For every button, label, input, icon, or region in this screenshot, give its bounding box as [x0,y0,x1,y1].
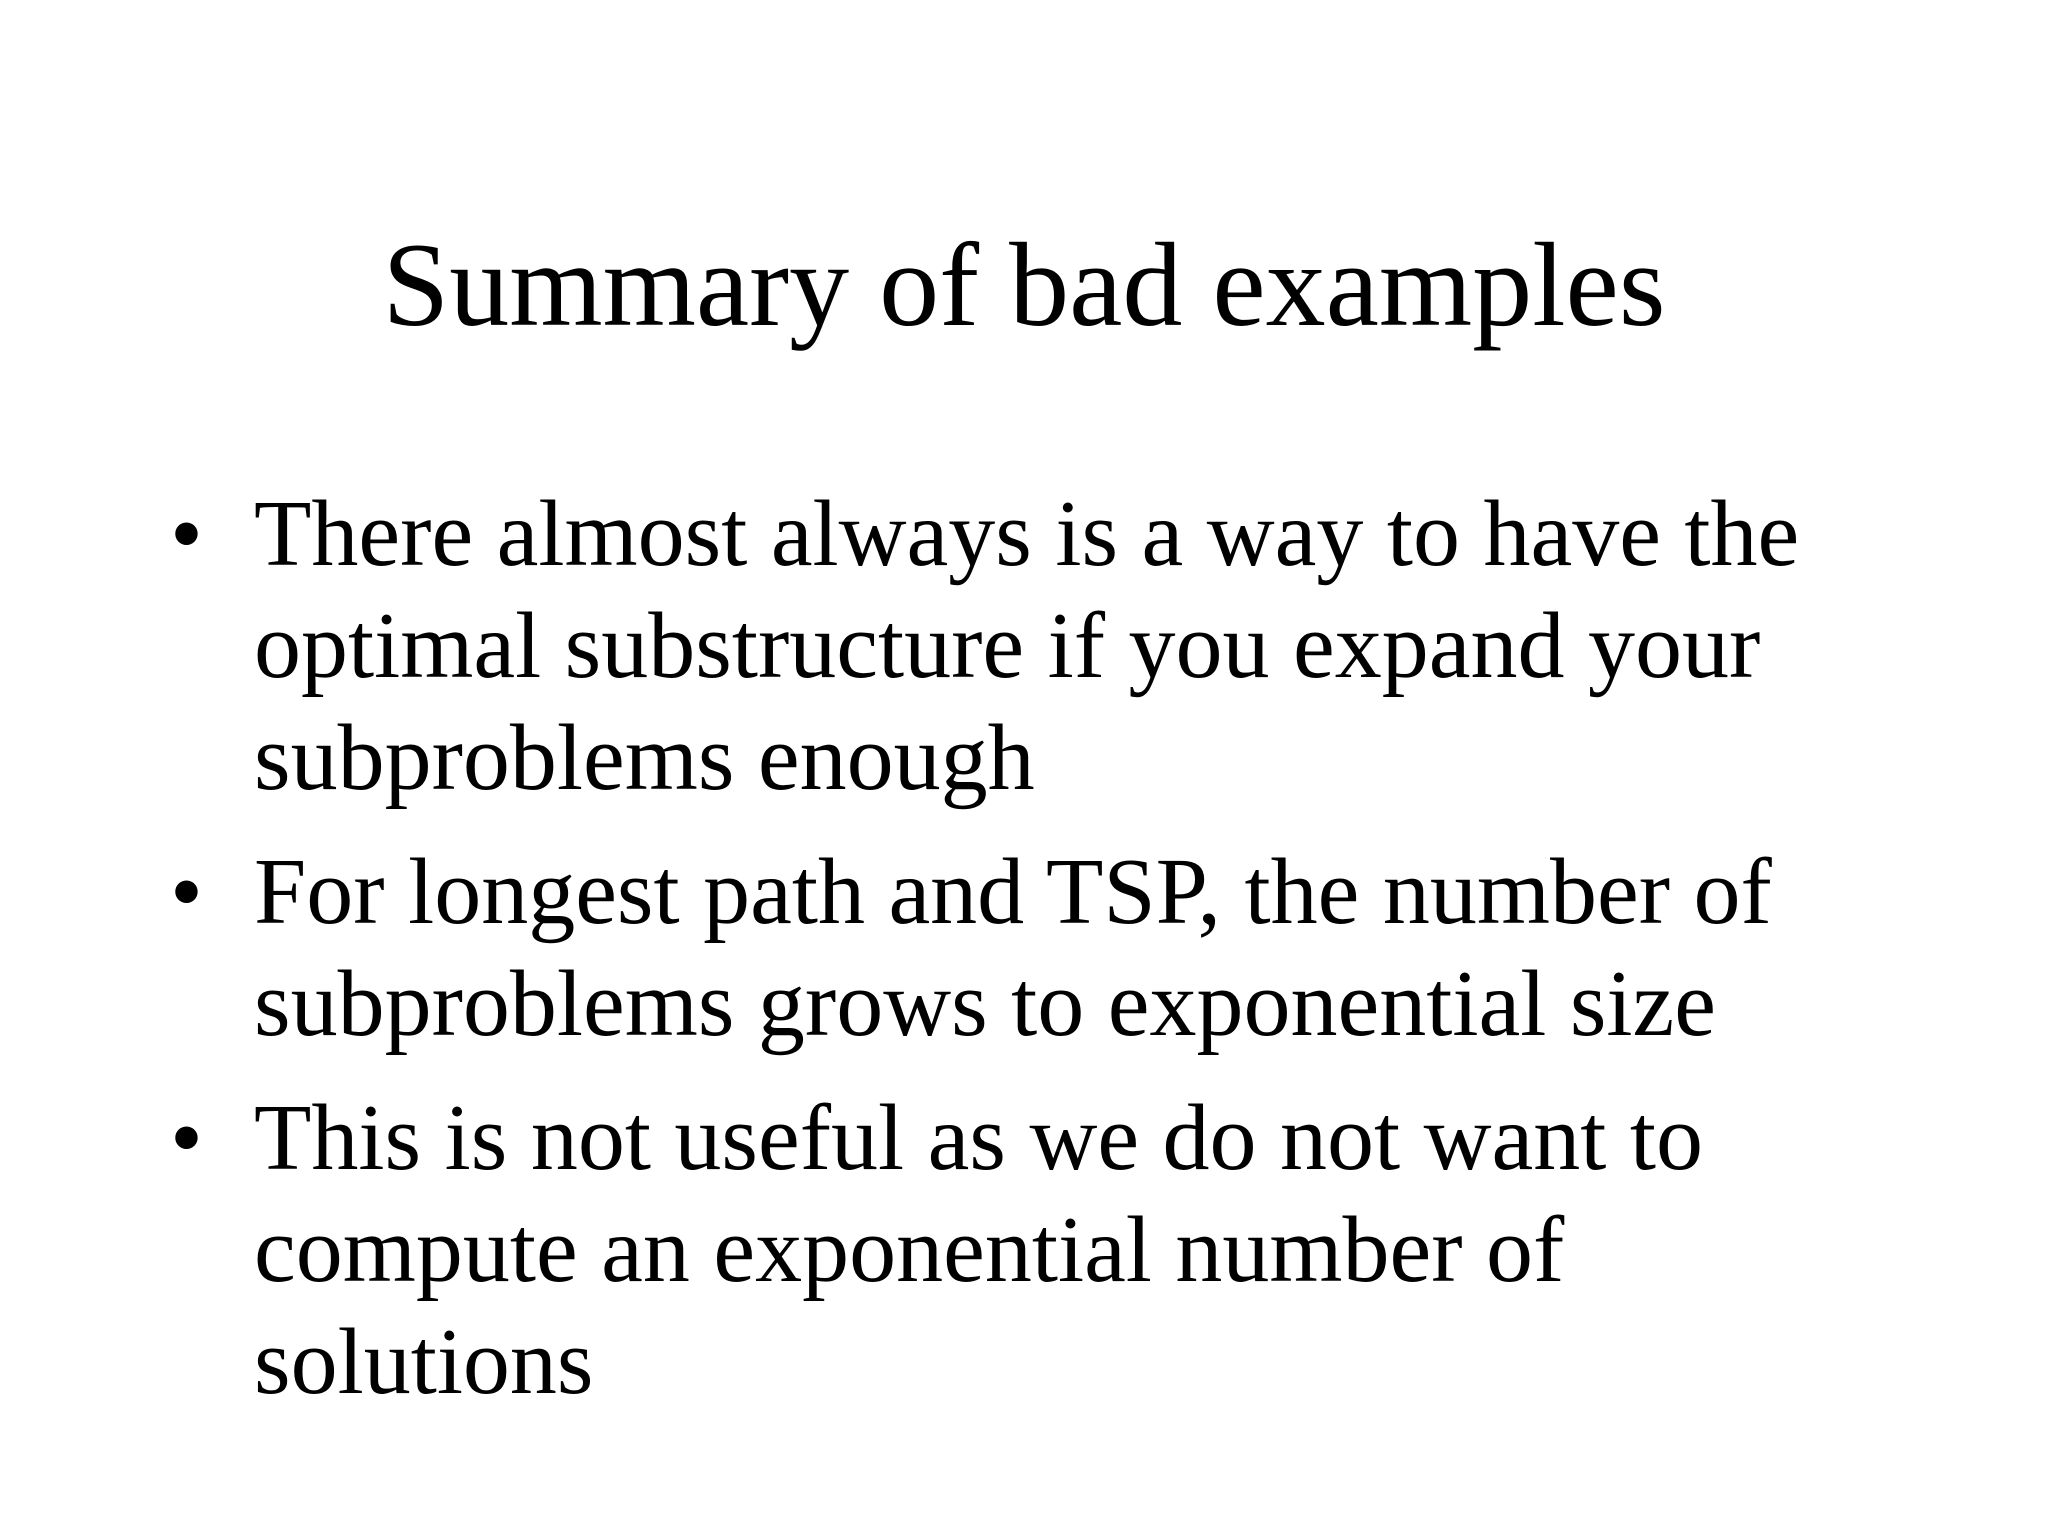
slide-title: Summary of bad examples [382,218,1666,351]
bullet-text: This is not useful as we do not want to compute an exponential number of solutions [254,1086,1704,1414]
bullet-text: For longest path and TSP, the number of subproblems grows to exponential size [254,840,1772,1056]
bullet-item [170,478,1910,814]
bullet-item [170,1082,1910,1418]
bullet-marker: • [170,1086,203,1190]
bullet-list [170,478,1910,1440]
bullet-marker: • [170,482,203,586]
bullet-marker: • [170,840,203,944]
bullet-item [170,836,1910,1060]
bullet-text: There almost always is a way to have the optimal substructure if you expand your subproblems enough [254,482,1800,810]
